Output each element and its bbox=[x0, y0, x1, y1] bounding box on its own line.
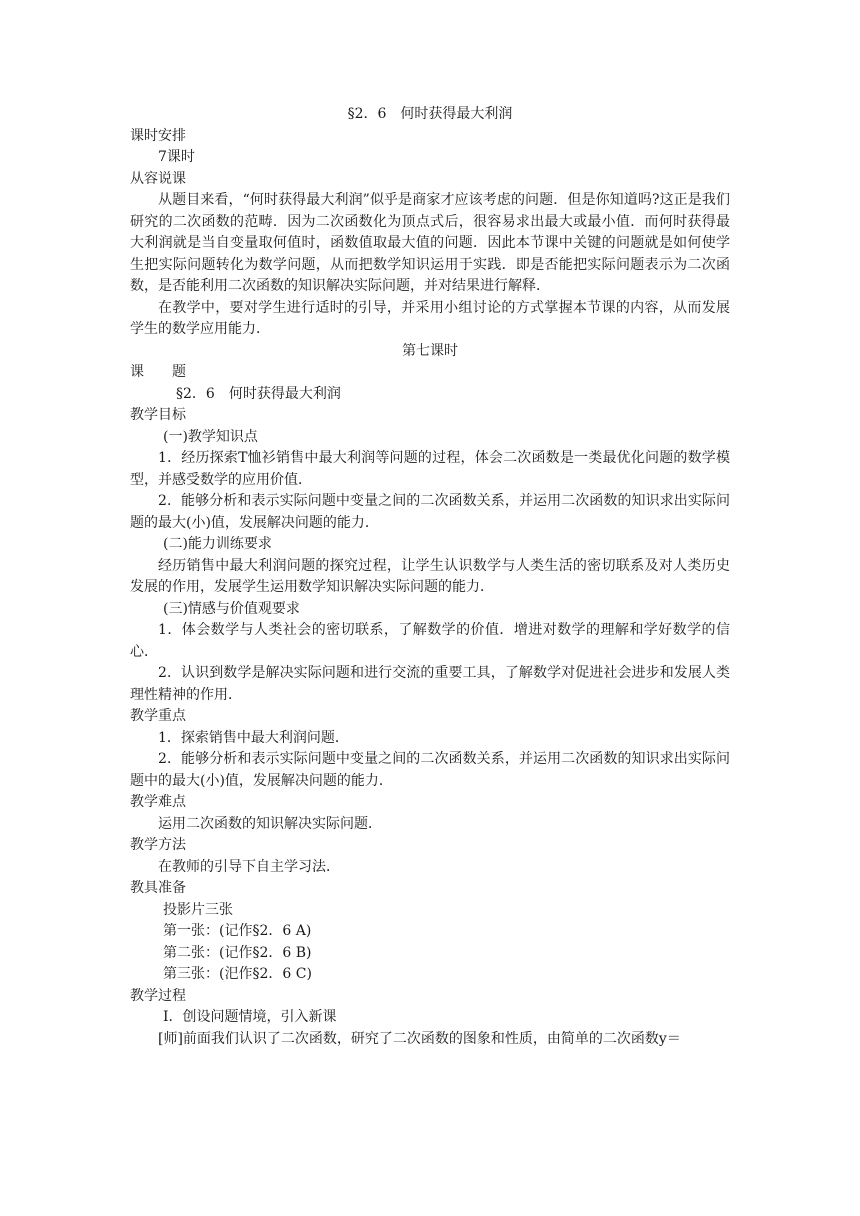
goal3-paragraph-1: 1．体会数学与人类社会的密切联系，了解数学的价值．增进对数学的理解和学好数学的信心． bbox=[130, 622, 730, 660]
key-heading: 教学重点 bbox=[130, 708, 186, 724]
schedule-value: 7课时 bbox=[158, 149, 195, 165]
tools-heading: 教具准备 bbox=[130, 880, 186, 896]
intro-paragraph-1: 从题目来看，“何时获得最大利润”似乎是商家才应该考虑的问题．但是你知道吗?这正是我们研究的二次函数的范畴．因为二次函数化为顶点式后，很容易求出最大或最小值．而何时获得最大利润就是当自变量取何值时，函数值取最大值的问题．因此本节课中关键的问题就是如何使学生把实际问题转化为数学问题，从而把数学知识运用于实践．即是否能把实际问题表示为二次函数，是否能利用二次函数的知识解决实际问题，并对结果进行解释． bbox=[130, 192, 730, 294]
intro-paragraph-2: 在教学中，要对学生进行适时的引导，并采用小组讨论的方式掌握本节课的内容，从而发展学生的数学应用能力． bbox=[130, 299, 730, 337]
process-paragraph-1: [师]前面我们认识了二次函数，研究了二次函数的图象和性质，由简单的二次函数y＝ bbox=[158, 1030, 681, 1047]
tools-item-2: 第二张：(记作§2．6 B) bbox=[163, 944, 312, 961]
goal2-heading: (二)能力训练要求 bbox=[163, 536, 272, 552]
key-paragraph-2: 2．能够分析和表示实际问题中变量之间的二次函数关系，并运用二次函数的知识求出实际问题中的最大(小)值，发展解决问题的能力． bbox=[130, 751, 730, 789]
goal1-heading: (一)教学知识点 bbox=[163, 428, 258, 445]
process-heading: 教学过程 bbox=[130, 987, 186, 1004]
process-step-1: Ⅰ．创设问题情境，引入新课 bbox=[163, 1009, 337, 1025]
page-title: §2．6 何时获得最大利润 bbox=[347, 106, 513, 122]
document-page bbox=[130, 104, 730, 1050]
goals-heading: 教学目标 bbox=[130, 407, 186, 423]
schedule-heading: 课时安排 bbox=[130, 127, 186, 144]
topic-heading: 课 题 bbox=[130, 364, 186, 380]
method-paragraph-1: 在教师的引导下自主学习法． bbox=[158, 858, 340, 875]
key-paragraph-1: 1．探索销售中最大利润问题． bbox=[158, 729, 349, 746]
difficulty-heading: 教学难点 bbox=[130, 794, 186, 810]
goal1-paragraph-2: 2．能够分析和表示实际问题中变量之间的二次函数关系，并运用二次函数的知识求出实际问题的最大(小)值，发展解决问题的能力． bbox=[130, 493, 730, 531]
goal1-paragraph-1: 1．经历探索T恤衫销售中最大利润等问题的过程，体会二次函数是一类最优化问题的数学模型，并感受数学的应用价值． bbox=[130, 450, 730, 488]
lesson-title: 第七课时 bbox=[402, 342, 458, 359]
tools-item-1: 第一张：(记作§2．6 A) bbox=[163, 923, 312, 939]
topic-value: §2．6 何时获得最大利润 bbox=[176, 385, 341, 402]
tools-item-0: 投影片三张 bbox=[163, 901, 233, 918]
tools-item-3: 第三张：(汜作§2．6 C) bbox=[163, 966, 312, 982]
intro-heading: 从容说课 bbox=[130, 170, 186, 187]
goal3-paragraph-2: 2．认识到数学是解决实际问题和进行交流的重要工具，了解数学对促进社会进步和发展人类理性精神的作用． bbox=[130, 665, 730, 703]
difficulty-paragraph-1: 运用二次函数的知识解决实际问题． bbox=[158, 815, 382, 832]
goal3-heading: (三)情感与价值观要求 bbox=[163, 600, 300, 617]
goal2-paragraph-1: 经历销售中最大利润问题的探究过程，让学生认识数学与人类生活的密切联系及对人类历史发展的作用，发展学生运用数学知识解决实际问题的能力． bbox=[130, 557, 730, 595]
method-heading: 教学方法 bbox=[130, 837, 186, 853]
